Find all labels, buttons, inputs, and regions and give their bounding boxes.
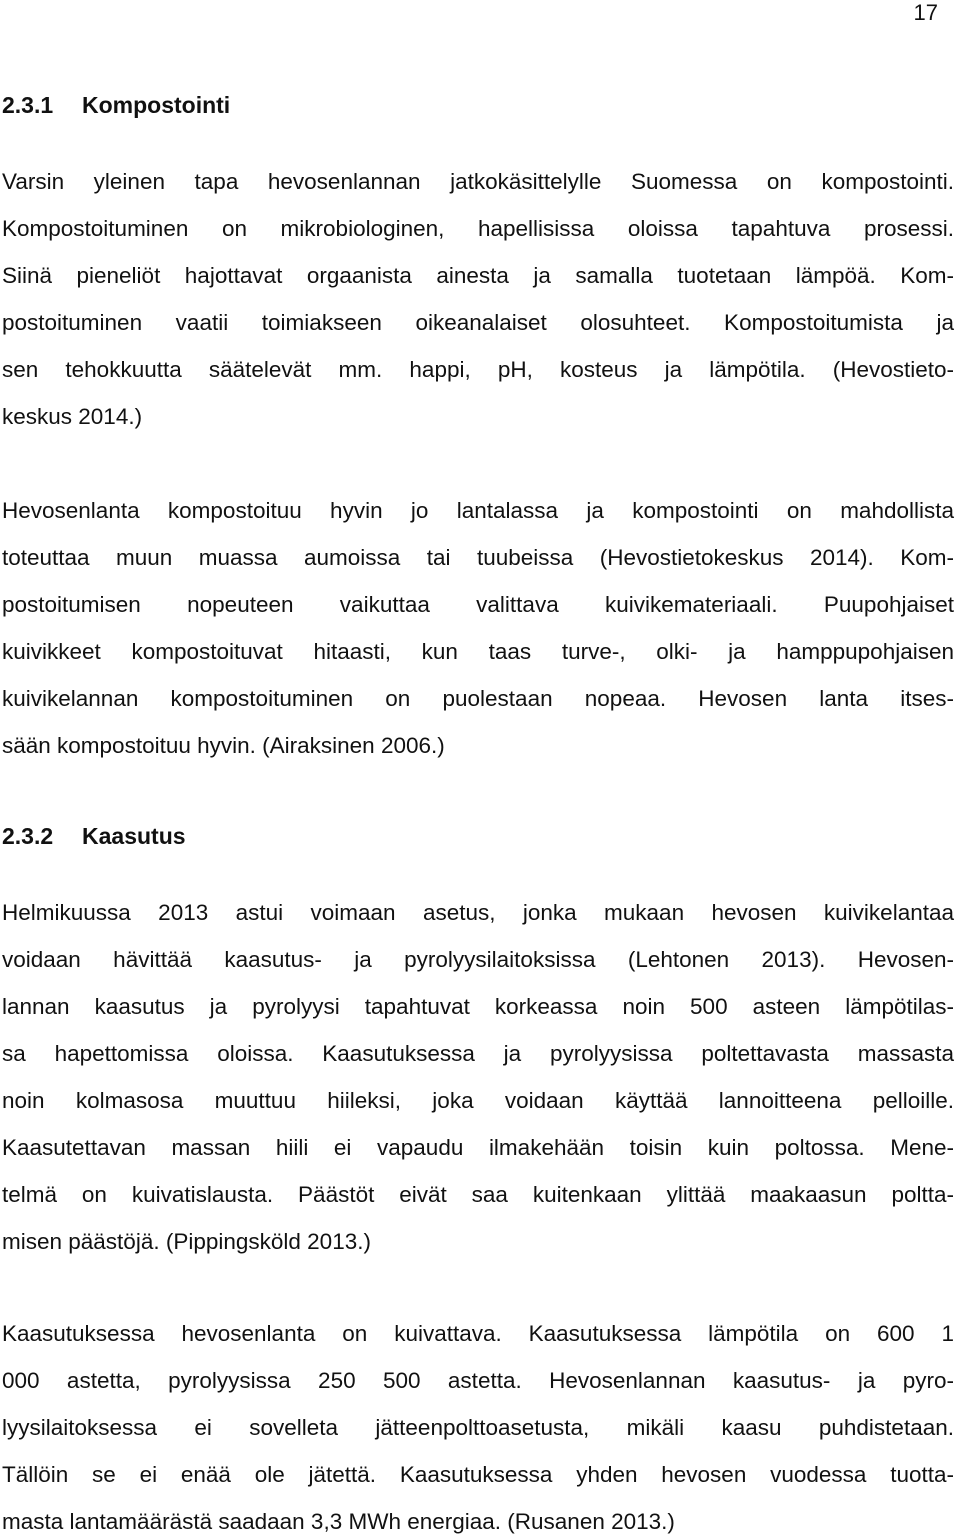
- text-line: sään kompostoituu hyvin. (Airaksinen 2006.): [2, 733, 445, 758]
- text-line: 000 astetta, pyrolyysissa 250 500 astetta. Hevosenlannan kaasutus- ja pyro-: [2, 1368, 954, 1393]
- text-line: Kaasutuksessa hevosenlanta on kuivattava. Kaasutuksessa lämpötila on 600 1: [2, 1321, 954, 1346]
- text-line: Siinä pieneliöt hajottavat orgaanista ainesta ja samalla tuotetaan lämpöä. Kom-: [2, 263, 954, 288]
- text-line: Helmikuussa 2013 astui voimaan asetus, jonka mukaan hevosen kuivikelantaa: [2, 900, 954, 925]
- text-line: voidaan hävittää kaasutus- ja pyrolyysilaitoksissa (Lehtonen 2013). Hevosen-: [2, 947, 954, 972]
- text-line: toteuttaa muun muassa aumoissa tai tuubeissa (Hevostietokeskus 2014). Kom-: [2, 545, 954, 570]
- section-title: Kompostointi: [82, 92, 231, 118]
- section-number: 2.3.2: [2, 823, 54, 849]
- text-line: sa hapettomissa oloissa. Kaasutuksessa ja pyrolyysissa poltettavasta massasta: [2, 1041, 954, 1066]
- text-line: postoituminen vaatii toimiakseen oikeanalaiset olosuhteet. Kompostoitumista ja: [2, 310, 954, 335]
- page-number: 17: [913, 0, 938, 25]
- text-line: telmä on kuivatislausta. Päästöt eivät saa kuitenkaan ylittää maakaasun poltta-: [2, 1182, 954, 1207]
- text-line: lyysilaitoksessa ei sovelleta jätteenpolttoasetusta, mikäli kaasu puhdistetaan.: [2, 1415, 954, 1440]
- text-line: masta lantamäärästä saadaan 3,3 MWh energiaa. (Rusanen 2013.): [2, 1509, 675, 1534]
- text-line: kuivikelannan kompostoituminen on puolestaan nopeaa. Hevosen lanta itses-: [2, 686, 954, 711]
- text-line: keskus 2014.): [2, 404, 143, 429]
- text-line: Kompostoituminen on mikrobiologinen, hapellisissa oloissa tapahtuva prosessi.: [2, 216, 954, 241]
- section-heading-kompostointi: [2, 90, 230, 120]
- text-line: noin kolmasosa muuttuu hiileksi, joka voidaan käyttää lannoitteena pelloille.: [2, 1088, 954, 1113]
- section-number: 2.3.1: [2, 92, 54, 118]
- text-line: lannan kaasutus ja pyrolyysi tapahtuvat korkeassa noin 500 asteen lämpötilas-: [2, 994, 954, 1019]
- text-line: sen tehokkuutta säätelevät mm. happi, pH, kosteus ja lämpötila. (Hevostieto-: [2, 357, 954, 382]
- text-line: Varsin yleinen tapa hevosenlannan jatkokäsittelylle Suomessa on kompostointi.: [2, 169, 954, 194]
- text-line: Tällöin se ei enää ole jätettä. Kaasutuksessa yhden hevosen vuodessa tuotta-: [2, 1462, 954, 1487]
- text-line: postoitumisen nopeuteen vaikuttaa valittava kuivikemateriaali. Puupohjaiset: [2, 592, 954, 617]
- text-line: kuivikkeet kompostoituvat hitaasti, kun taas turve-, olki- ja hamppupohjaisen: [2, 639, 954, 664]
- text-line: Kaasutettavan massan hiili ei vapaudu ilmakehään toisin kuin poltossa. Mene-: [2, 1135, 954, 1160]
- text-line: misen päästöjä. (Pippingsköld 2013.): [2, 1229, 371, 1254]
- text-line: Hevosenlanta kompostoituu hyvin jo lantalassa ja kompostointi on mahdollista: [2, 498, 954, 523]
- section-heading-kaasutus: [2, 821, 186, 851]
- section-title: Kaasutus: [82, 823, 186, 849]
